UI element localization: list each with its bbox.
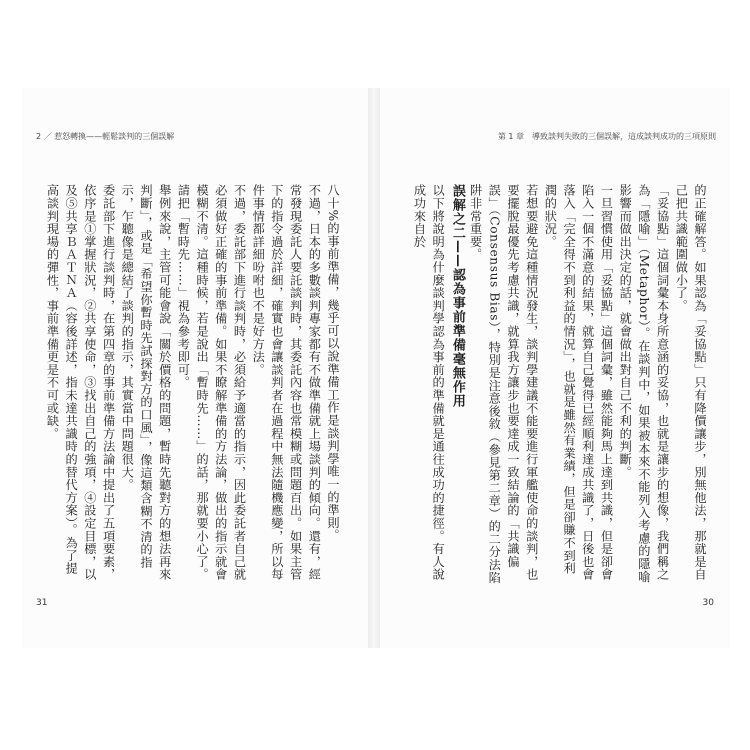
paragraph: 舉例來說，主管可能會說「關於價格的問題，暫時先聽對方的想法再來判斷」，或是「希望你暫時先試探對方的口風」，像這類含糊不清的指示，乍聽像是總結了談判的指示，其實當中問題很大。 [120,184,172,581]
left-page-number: 31 [36,598,48,608]
book-gutter [368,88,380,648]
section-heading: 誤解之二——認為事前準備毫無作用 [449,184,465,408]
paragraph: 不過，日本的多數談判專家都有不做準備就上場談判的傾向。還有，經常發現委託人要託談判時，其委託內容也常模糊或問題百出。如果主管下的指令過於詳細，確實也會讓談判者在過程中無法隨機應變，所以每件事情都詳細吩咐也不是好方法。 [251,184,322,581]
right-page-number: 30 [702,598,714,608]
paragraph: 若想要避免這種情況發生，談判學建議不能要進行軍艦使命的談判，也要擺脫最優先考慮共識，就算我方讓步也要達成一致結論的「共識偏誤」（Consensus Bias），特別是注意後敘（參見第二章）的二分法陷阱非常重要。 [468,184,539,584]
paragraph: 委託部下進行談判時，在第四章的事前準備方法論中提出了五項要素，依序是①掌握狀況，②共享使命，③找出自己的強項，④設定目標，以及⑤共享ＢＡＴＮＡ（容後詳述，指未達共識時的替代方案）。為了提高談判現場的彈性，事前準備更是不可或缺。 [45,184,116,581]
right-page-text [412,184,709,584]
paragraph: 以下將說明為什麼談判學認為事前的準備就是通往成功的捷徑。有人說成功來自於 [412,184,446,581]
paragraph: 不過，委託部下進行談判時，必須給予適當的指示，因此委託者自己就必須做好正確的事前準備。如果不瞭解準備的方法論，做出的指示就會模糊不清。這種時候，若是說出「暫時先……」的話，那就要小心了。請把「暫時先……」視為參考即可。 [176,184,247,581]
left-page-text [17,184,342,584]
left-running-header: 2 ／ 惹怒轉換——輕鬆談判的三個誤解 [36,132,175,141]
paragraph: 一旦習慣使用「妥協點」這個詞彙，雖然能夠馬上達到共識，但是卻會陷入一個不滿意的結果，就算自己覺得已經順利達成共識了，日後也會落入「完全得不到利益的情況」，也就是雖然有業績，但是卻賺不到利潤的狀況。 [543,184,614,581]
right-running-header: 第 1 章 導致談判失敗的三個誤解，這成談判成功的三項原則 [497,132,716,141]
paragraph: 八十%的事前準備，幾乎可以說準備工作是談判學唯一的準則。 [326,184,340,542]
paragraph: 的正確解答。如果認為「妥協點」只有降價讓步，別無他法，那就是自己把共識範圍做小了。 [674,184,707,581]
paragraph: 「妥協點」這個詞彙本身所意涵的妥協，也就是讓步的想像，我們稱之為「隱喻」（Metaphor）。在談判中，如果被本來不能列入考慮的隱喻影響而做出決定的話，就會做出對自己不利的判斷。 [618,184,670,583]
